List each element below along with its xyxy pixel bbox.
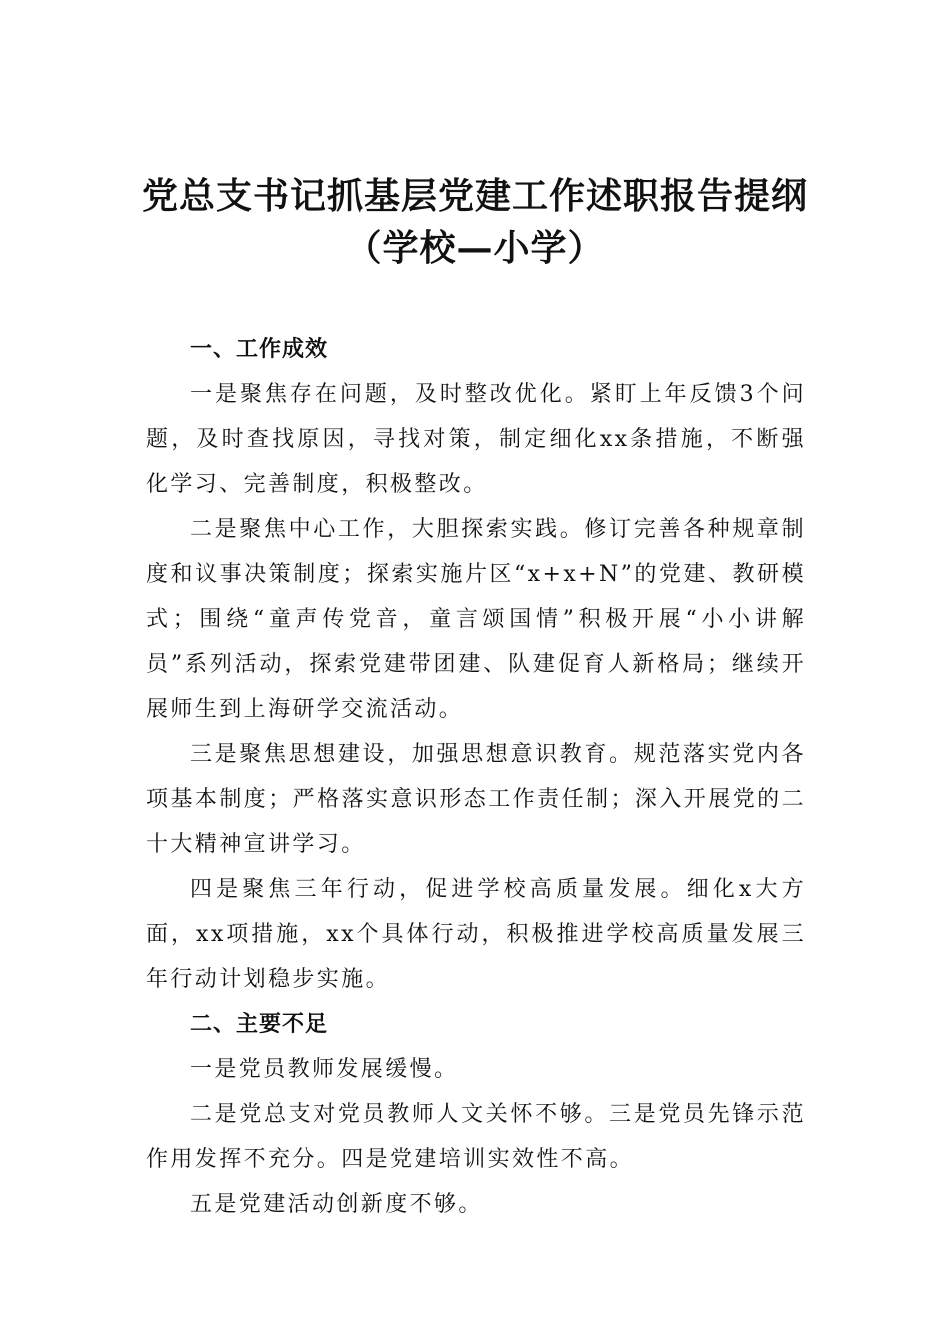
- paragraph: 五是党建活动创新度不够。: [190, 1192, 483, 1217]
- paragraph: 二是党总支对党员教师人文关怀不够。三是党员先锋示范作用发挥不充分。四是党建培训实效性不高。: [146, 1102, 806, 1172]
- paragraph: 一是党员教师发展缓慢。: [190, 1057, 459, 1082]
- paragraph: 四是聚焦三年行动，促进学校高质量发展。细化x大方面，xx项措施，xx个具体行动，积极推进学校高质量发展三年行动计划稳步实施。: [146, 877, 806, 992]
- document-subtitle: （学校—小学）: [345, 227, 605, 269]
- section-heading-achievements: 一、工作成效: [190, 337, 329, 362]
- section-heading-shortcomings: 二、主要不足: [190, 1012, 329, 1037]
- paragraph: 三是聚焦思想建设，加强思想意识教育。规范落实党内各项基本制度；严格落实意识形态工作责任制；深入开展党的二十大精神宣讲学习。: [146, 742, 806, 857]
- document-body: [146, 327, 806, 1227]
- paragraph: 一是聚焦存在问题，及时整改优化。紧盯上年反馈3个问题，及时查找原因，寻找对策，制定细化xx条措施，不断强化学习、完善制度，积极整改。: [146, 382, 806, 497]
- document-title: 党总支书记抓基层党建工作述职报告提纲: [141, 175, 808, 217]
- paragraph: 二是聚焦中心工作，大胆探索实践。修订完善各种规章制度和议事决策制度；探索实施片区“x+x+N”的党建、教研模式；围绕“童声传党音，童言颂国情”积极开展“小小讲解员”系列活动，探索党建带团建、队建促育人新格局；继续开展师生到上海研学交流活动。: [146, 517, 806, 722]
